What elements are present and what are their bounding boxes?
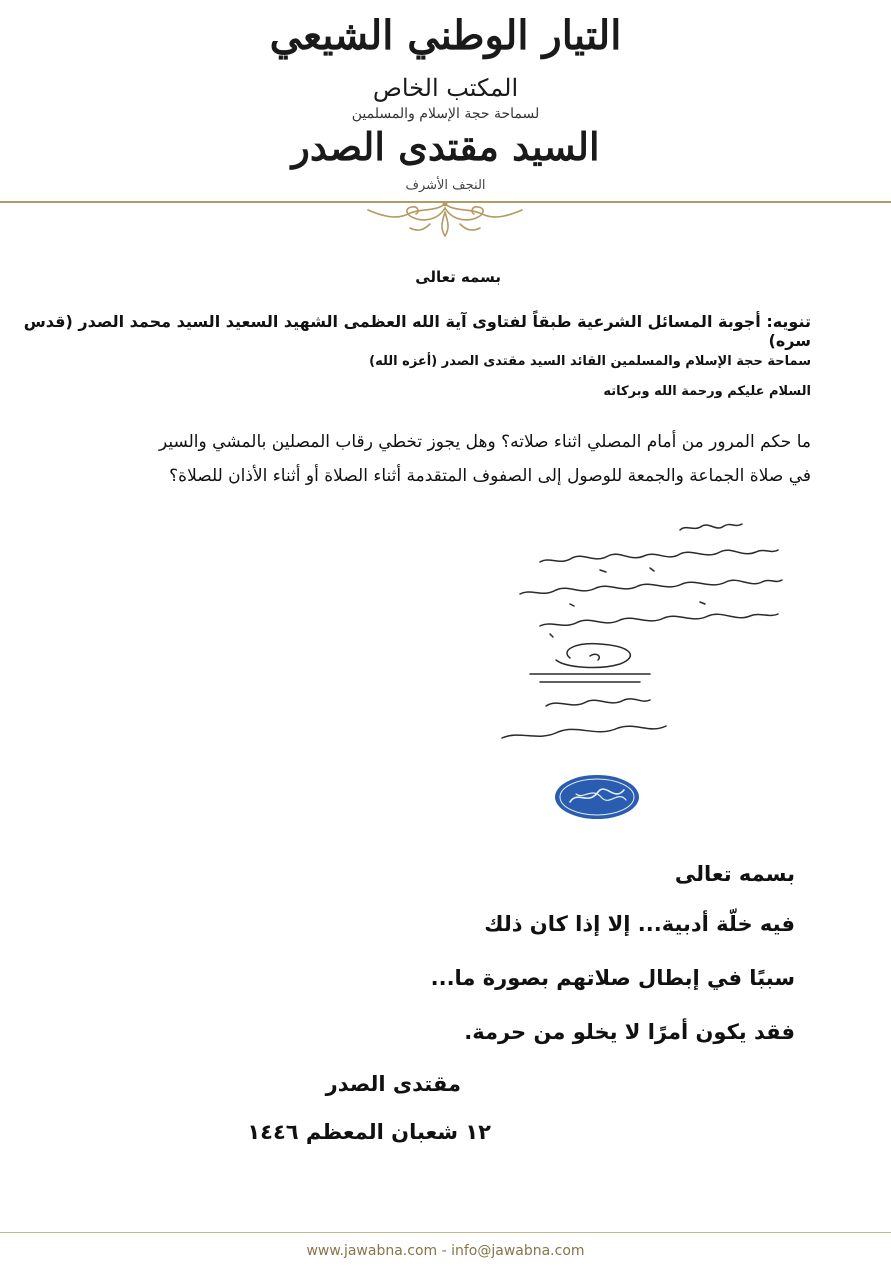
transcription-date: ١٢ شعبان المعظم ١٤٤٦ [247,1120,491,1144]
letterhead-movement-name: التيار الوطني الشيعي [269,12,622,59]
letterhead-name: السيد مقتدى الصدر [291,124,600,169]
addressee-line: سماحة حجة الإسلام والمسلمين القائد السيد مقتدى الصدر (أعزه الله) [369,354,811,369]
greeting-line: السلام عليكم ورحمة الله وبركاته [603,384,811,399]
ornament-icon [360,198,530,242]
letterhead-honorific: لسماحة حجة الإسلام والمسلمين [351,106,540,122]
footer-contact: www.jawabna.com - info@jawabna.com [306,1243,585,1259]
notice-line: تنويه: أجوبة المسائل الشرعية طبقاً لفتاوى آية الله العظمى الشهيد السعيد السيد محمد الصدر (قدس سره) [23,312,811,350]
transcription-line-1: فيه خلّة أدبية... إلا إذا كان ذلك [484,912,795,936]
transcription-basmala: بسمه تعالى [674,862,795,886]
basmala-heading: بسمه تعالى [415,268,501,286]
question-line-1: ما حكم المرور من أمام المصلي اثناء صلاته؟ وهل يجوز تخطي رقاب المصلين بالمشي والسير [158,432,811,452]
transcription-signature: مقتدى الصدر [325,1072,461,1096]
footer-divider [0,1232,891,1233]
handwritten-answer-image [480,510,800,770]
letterhead-office: المكتب الخاص [372,74,519,102]
transcription-line-2: سببًا في إبطال صلاتهم بصورة ما... [430,966,795,990]
transcription-line-3: فقد يكون أمرًا لا يخلو من حرمة. [464,1020,795,1044]
question-line-2: في صلاة الجماعة والجمعة للوصول إلى الصفوف المتقدمة أثناء الصلاة أو أثناء الأذان للصلاة؟ [169,466,811,486]
letterhead-city: النجف الأشرف [405,178,486,193]
official-seal-icon [552,772,642,822]
